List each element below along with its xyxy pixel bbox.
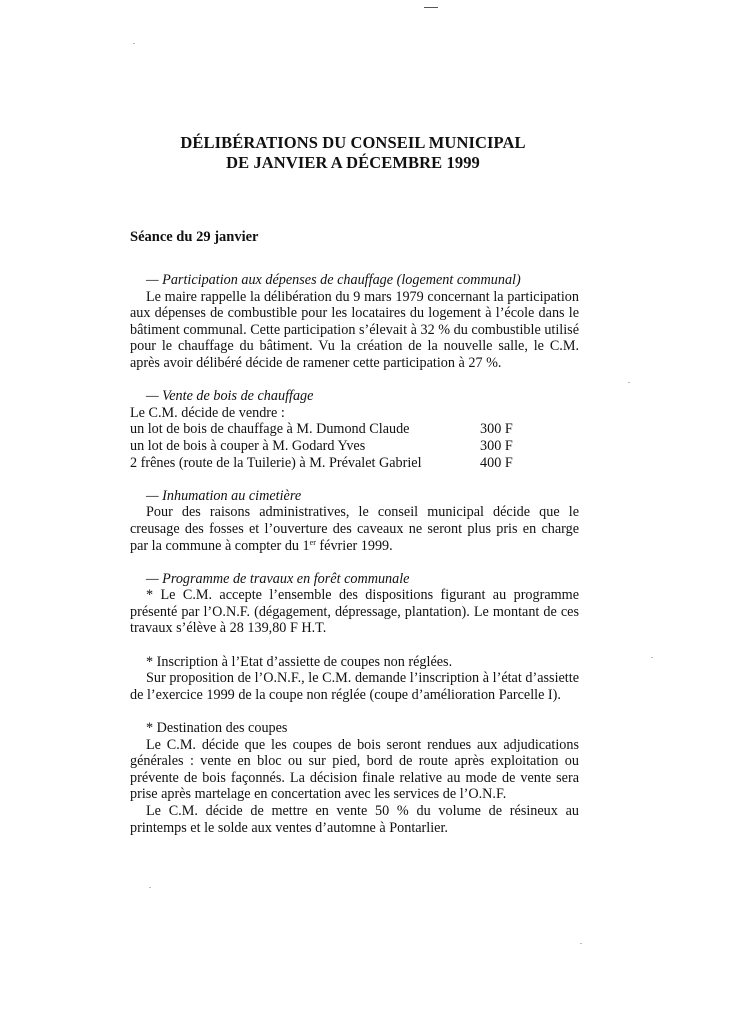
scan-speck xyxy=(651,657,653,658)
lot-price: 300 F xyxy=(480,421,513,438)
lot-row xyxy=(130,421,579,438)
title-line-2: DE JANVIER A DÉCEMBRE 1999 xyxy=(226,153,480,172)
lot-price: 400 F xyxy=(480,454,513,471)
paragraph-cuts-registration: Sur proposition de l’O.N.F., le C.M. demande l’inscription à l’état d’assiette de l’exercice 1999 de la coupe non réglée (coupe d’amélioration Parcelle I). xyxy=(130,670,579,703)
superscript-er: er xyxy=(309,537,316,547)
title-line-1: DÉLIBÉRATIONS DU CONSEIL MUNICIPAL xyxy=(180,133,526,152)
paragraph-sale-volume: Le C.M. décide de mettre en vente 50 % du volume de résineux au printemps et le solde aux ventes d’automne à Pontarlier. xyxy=(130,803,579,836)
paragraph-burial: Pour des raisons administratives, le conseil municipal décide que le creusage des fosses et l’ouverture des caveaux ne seront plus pris en charge par la commune à compter du 1er février 1999. xyxy=(130,504,579,554)
lot-row xyxy=(130,438,579,455)
scan-speck xyxy=(580,943,582,944)
scan-speck xyxy=(133,43,135,44)
lot-price: 300 F xyxy=(480,437,513,454)
scan-speck xyxy=(149,887,151,888)
section-heading-heating: — Participation aux dépenses de chauffage (logement communal) xyxy=(146,272,521,288)
lot-description: 2 frênes (route de la Tuilerie) à M. Prévalet Gabriel xyxy=(130,454,422,471)
scan-mark xyxy=(424,7,438,8)
page-title xyxy=(0,133,706,173)
section-heading-forest-works: — Programme de travaux en forêt communale xyxy=(146,570,410,587)
paragraph-cuts-destination: Le C.M. décide que les coupes de bois seront rendues aux adjudications générales : vente en bloc ou sur pied, bord de route après exploitation ou prévente de bois façonnés. La décision finale relative au mode de vente sera prise après martelage en concertation avec les services de l’O.N.F. xyxy=(130,736,579,803)
section-heading-burial: — Inhumation au cimetière xyxy=(146,487,302,504)
paragraph-heating: Le maire rappelle la délibération du 9 mars 1979 concernant la participation aux dépenses de combustible pour les locataires du logement à l’école dans le bâtiment communal. Cette participation s’élevait à 32 % du combustible utilisé pour le chauffage du bâtiment. Vu la création de la nouvelle salle, le C.M. après avoir délibéré décide de ramener cette participation à 27 %. xyxy=(130,288,579,371)
lot-description: un lot de bois à couper à M. Godard Yves xyxy=(130,437,366,454)
document-body xyxy=(130,272,579,836)
subheading-cuts-destination: * Destination des coupes xyxy=(146,720,288,737)
subheading-cuts-registration: * Inscription à l’Etat d’assiette de coupes non réglées. xyxy=(146,653,453,670)
paragraph-forest-works: * Le C.M. accepte l’ensemble des dispositions figurant au programme présenté par l’O.N.F. (dégagement, dépressage, plantation). Le montant de ces travaux s’élève à 28 139,80 F H.T. xyxy=(130,587,579,637)
wood-sale-intro: Le C.M. décide de vendre : xyxy=(130,404,285,421)
scan-speck xyxy=(628,382,630,383)
lot-row xyxy=(130,455,579,472)
section-heading-wood-sale: — Vente de bois de chauffage xyxy=(146,388,314,405)
lot-description: un lot de bois de chauffage à M. Dumond Claude xyxy=(130,421,410,438)
session-heading: Séance du 29 janvier xyxy=(130,229,259,245)
